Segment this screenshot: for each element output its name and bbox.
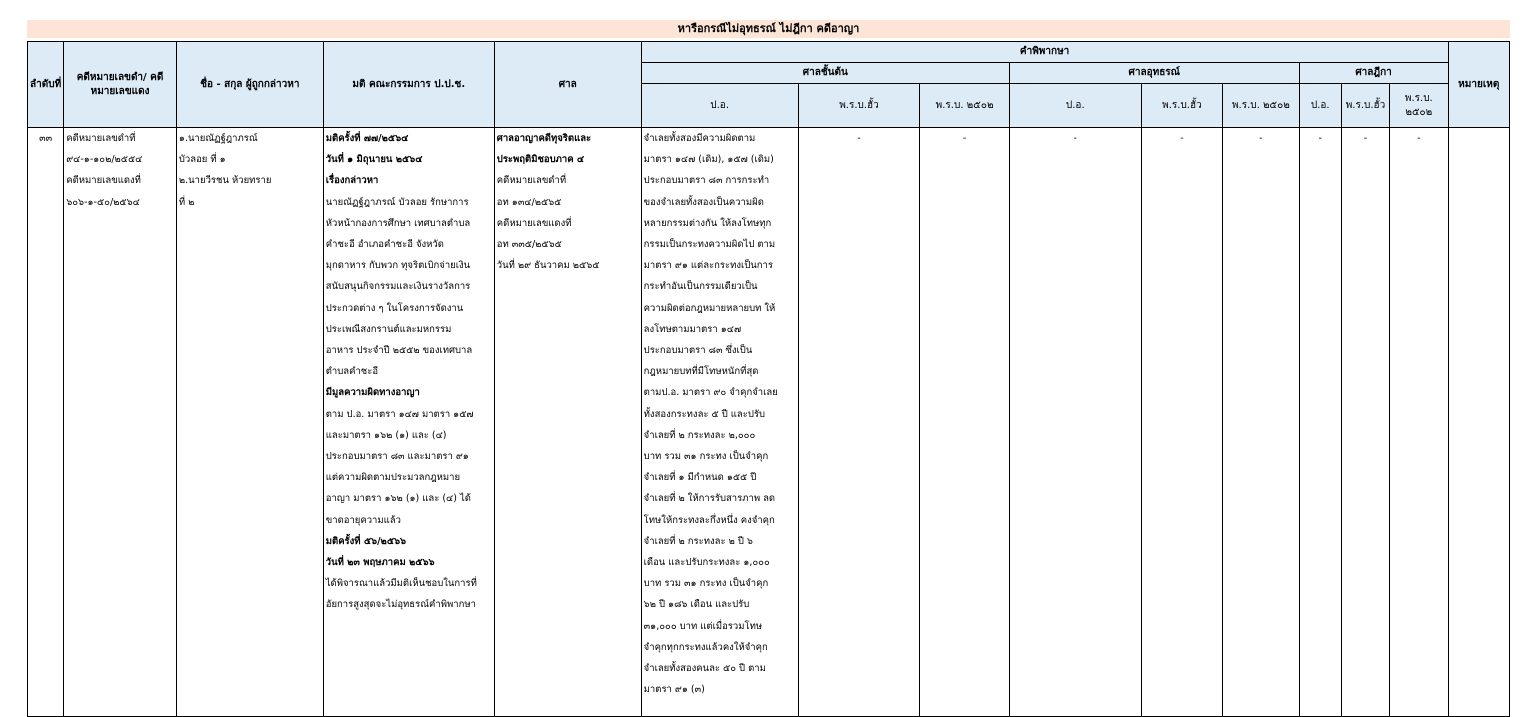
cell-appeal-po [1009,128,1141,717]
case-no-line: คดีหมายเลขแดงที่ [66,175,141,187]
judgment-line: จำคุกทุกกระทงแล้วคงให้จำคุก [643,641,768,653]
header-court-appeal-label: ศาลอุทธรณ์ [1128,67,1180,78]
subheader-first-po-label: ป.อ. [710,99,729,111]
cell-no [28,128,64,717]
judgment-line: มาตรา ๙๑ (๓) [643,684,705,696]
resolution-line: มติครั้งที่ ๗๗/๒๕๖๔ [325,133,409,144]
subheader-first-prb-old-label: พ.ร.บ.ฮั้ว [839,99,879,111]
court-line: อท ๓๓๕/๒๕๖๕ [496,239,562,251]
header-resolution [323,42,494,128]
empty-value: - [1363,133,1368,144]
subheader-supreme-prb-2502-label: พ.ร.บ. ๒๕๐๒ [1404,92,1433,118]
judgment-line: เดือน และปรับกระทงละ ๑,๐๐๐ [643,557,770,569]
resolution-line: มุกดาหาร กับพวก ทุจริตเบิกจ่ายเงิน [325,260,471,272]
judgment-line: ความผิดต่อกฎหมายหลายบท ให้ [643,302,776,314]
resolution-line: หัวหน้ากองการศึกษา เทศบาลตำบล [325,217,471,229]
subheader-first-prb-2502 [920,84,1010,128]
judgment-line: มาตรา ๙๑ แต่ละกระทงเป็นการ [643,260,773,272]
court-line: อท ๑๓๔/๒๕๖๕ [496,196,562,208]
resolution-line: อัยการสูงสุดจะไม่อุทธรณ์คำพิพากษา [325,599,476,611]
judgment-line: ประกอบมาตรา ๘๓ ซึ่งเป็น [643,345,753,357]
subheader-supreme-prb-old [1341,84,1389,128]
resolution-line: ตาม ป.อ. มาตรา ๑๔๗ มาตรา ๑๕๗ [325,408,474,420]
resolution-line: มติครั้งที่ ๕๖/๒๕๖๖ [325,535,407,547]
accused-line: บัวลอย ที่ ๑ [178,154,226,166]
court-line: คดีหมายเลขแดงที่ [496,217,572,229]
empty-value: - [857,133,861,144]
empty-value: - [1259,133,1263,144]
judgment-line: จำเลยที่ ๒ กระทงละ ๒ ปี ๖ [643,535,753,547]
table-title: หารือกรณีไม่อุทธรณ์ ไม่ฎีกา คดีอาญา [27,20,1510,38]
header-judgment [641,42,1448,63]
subheader-supreme-prb-2502 [1390,84,1448,128]
judgment-line: จำเลยทั้งสองคนละ ๕๐ ปี ตาม [643,663,766,675]
header-accused-label: ชื่อ - สกุล ผู้ถูกกล่าวหา [200,78,300,90]
accused-line: ๑.นายณัฏฐ์ฎาภรณ์ [178,133,258,144]
resolution-line: และมาตรา ๑๖๒ (๑) และ (๔) [325,429,447,441]
resolution-line: วันที่ ๒๓ พฤษภาคม ๒๕๖๖ [325,557,435,569]
judgment-line: มาตรา ๑๔๗ (เดิม), ๑๕๗ (เดิม) [643,154,774,166]
header-remarks [1448,42,1509,128]
judgment-line: จำเลยที่ ๑ มีกำหนด ๑๕๕ ปี [643,472,757,484]
judgment-line: ของจำเลยทั้งสองเป็นความผิด [643,196,764,208]
judgment-line: ๖๒ ปี ๑๘๖ เดือน และปรับ [643,599,750,611]
subheader-first-po [641,84,798,128]
subheader-appeal-po-label: ป.อ. [1065,99,1085,111]
cell-first-prb-old [798,128,920,717]
cell-accused [176,128,323,717]
subheader-first-prb-2502-label: พ.ร.บ. ๒๕๐๒ [935,99,994,111]
row-no: ๓๓ [39,133,53,144]
cell-resolution [323,128,494,717]
subheader-appeal-prb-2502 [1223,84,1299,128]
subheader-appeal-po [1009,84,1141,128]
header-judgment-label: คำพิพากษา [1019,46,1070,57]
judgment-line: กฎหมายบทที่มีโทษหนักที่สุด [643,366,759,378]
resolution-line: เรื่องกล่าวหา [325,175,379,187]
case-no-line: ๖๐๖-๑-๕๐/๒๕๖๔ [66,196,140,208]
accused-line: ที่ ๒ [178,196,195,208]
subheader-appeal-prb-old [1141,84,1222,128]
subheader-supreme-po [1299,84,1341,128]
judgment-line: จำเลยที่ ๒ ให้การรับสารภาพ ลด [643,493,776,505]
judgment-line: ลงโทษตามมาตรา ๑๔๗ [643,323,742,335]
cell-court [494,128,641,717]
accused-line: ๒.นายวีรชน ห้วยทราย [178,175,272,187]
resolution-line: ตำบลคำชะอี [325,366,379,378]
header-remarks-label: หมายเหตุ [1458,78,1500,90]
judgment-line: กรรมเป็นกระทงความผิดไป ตาม [643,239,776,251]
header-court-label: ศาล [558,78,577,90]
header-court-supreme [1299,63,1448,84]
cell-remarks [1448,128,1509,717]
header-case-no [64,42,177,128]
judgment-line: โทษให้กระทงละกึ่งหนึ่ง คงจำคุก [643,514,775,526]
resolution-line: คำชะอี อำเภอคำชะอี จังหวัด [325,239,444,251]
empty-value: - [1318,133,1322,144]
judgment-line: ตามป.อ. มาตรา ๙๐ จำคุกจำเลย [643,387,778,399]
cell-supreme-prb-old [1341,128,1389,717]
judgment-line: ประกอบมาตรา ๘๓ การกระทำ [643,175,770,187]
resolution-line: ได้พิจารณาแล้วมีมติเห็นชอบในการที่ [325,578,477,590]
subheader-supreme-prb-old-label: พ.ร.บ.ฮั้ว [1345,99,1386,111]
cell-case-no [64,128,177,717]
subheader-appeal-prb-2502-label: พ.ร.บ. ๒๕๐๒ [1231,99,1290,111]
court-line: ศาลอาญาคดีทุจริตและ [496,133,592,144]
resolution-line: วันที่ ๑ มิถุนายน ๒๕๖๔ [325,154,423,166]
resolution-line: ประกอบมาตรา ๘๓ และมาตรา ๙๑ [325,451,469,463]
resolution-line: สนับสนุนกิจกรรมและเงินรางวัลการ [325,281,471,293]
court-line: ประพฤติมิชอบภาค ๔ [496,154,585,166]
case-no-line: คดีหมายเลขดำที่ [66,133,136,144]
judgment-line: หลายกรรมต่างกัน ให้ลงโทษทุก [643,217,772,229]
table-row [28,128,1510,717]
judgment-line: บาท รวม ๓๑ กระทง เป็นจำคุก [643,578,769,590]
court-line: วันที่ ๒๙ ธันวาคม ๒๕๖๕ [496,260,600,272]
empty-value: - [1180,133,1184,144]
header-no [28,42,64,128]
resolution-line: อาญา มาตรา ๑๖๒ (๑) และ (๔) ได้ [325,493,471,505]
header-court [494,42,641,128]
judgment-line: ๓๑,๐๐๐ บาท แต่เมื่อรวมโทษ [643,620,763,632]
cell-supreme-po [1299,128,1341,717]
cell-first-prb-2502 [920,128,1010,717]
resolution-line: ประเพณีสงกรานต์และมหกรรม [325,323,452,335]
judgment-line: จำเลยที่ ๒ กระทงละ ๒,๐๐๐ [643,429,756,441]
resolution-line: ประกวดต่าง ๆ ในโครงการจัดงาน [325,302,464,314]
header-court-supreme-label: ศาลฎีกา [1355,67,1392,78]
judgment-line: จำเลยทั้งสองมีความผิดตาม [643,133,756,144]
header-court-first-label: ศาลชั้นต้น [802,67,848,78]
header-accused [176,42,323,128]
cell-supreme-prb-2502 [1390,128,1448,717]
resolution-line: มีมูลความผิดทางอาญา [325,387,420,399]
cell-appeal-prb-old [1141,128,1222,717]
cell-judgment [641,128,798,717]
empty-value: - [1417,133,1421,144]
resolution-line: แต่ความผิดตามประมวลกฎหมาย [325,472,461,484]
court-line: คดีหมายเลขดำที่ [496,175,567,187]
empty-value: - [1073,133,1077,144]
subheader-supreme-po-label: ป.อ. [1310,99,1330,111]
resolution-line: ขาดอายุความแล้ว [325,514,401,526]
header-resolution-label: มติ คณะกรรมการ ป.ป.ช. [352,78,466,90]
cell-appeal-prb-2502 [1223,128,1299,717]
resolution-line: อาหาร ประจำปี ๒๕๕๒ ของเทศบาล [325,345,473,357]
header-no-label: ลำดับที่ [30,78,62,90]
header-court-appeal [1009,63,1299,84]
subheader-first-prb-old [798,84,920,128]
judgment-line: กระทำอันเป็นกรรมเดียวเป็น [643,281,758,293]
subheader-appeal-prb-old-label: พ.ร.บ.ฮั้ว [1162,99,1202,111]
case-no-line: ๙๔-๑-๑๐๒/๒๕๕๔ [66,154,143,166]
resolution-line: นายณัฏฐ์ฎาภรณ์ บัวลอย รักษาการ [325,196,469,208]
case-table [27,41,1510,717]
judgment-line: ทั้งสองกระทงละ ๕ ปี และปรับ [643,408,765,420]
header-court-first [641,63,1009,84]
header-case-no-label: คดีหมายเลขดำ/ คดีหมายเลขแดง [76,71,164,97]
judgment-line: บาท รวม ๓๑ กระทง เป็นจำคุก [643,451,769,463]
empty-value: - [962,133,967,144]
